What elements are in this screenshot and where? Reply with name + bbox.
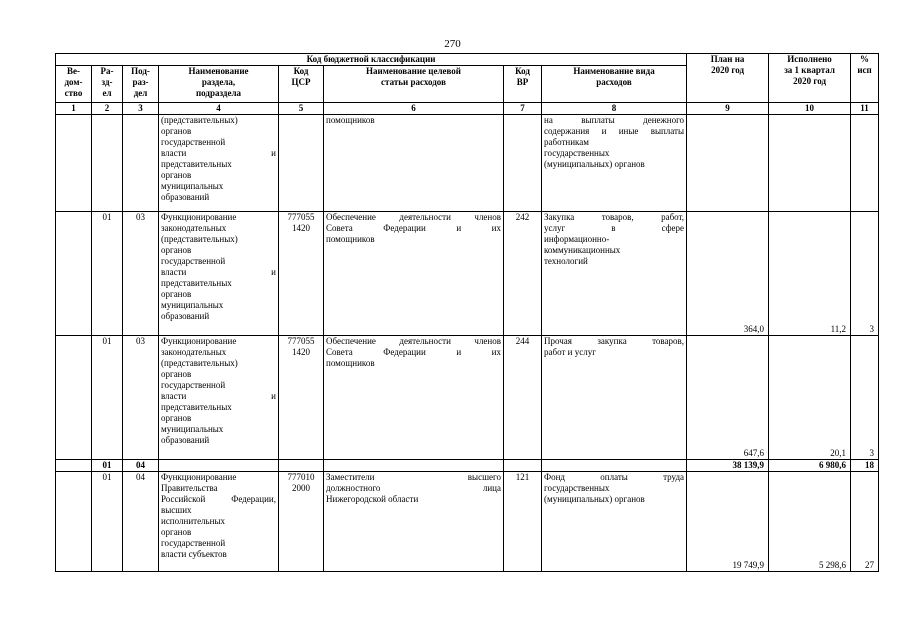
column-header-vedomstvo: [56, 66, 92, 103]
text-line: муниципальных: [161, 424, 224, 434]
page-number: 270: [444, 38, 461, 50]
plan-cell: 38 139,9: [687, 460, 769, 472]
csr-cell: [279, 336, 324, 460]
text-line: ВР: [516, 77, 529, 87]
subtotal-row: [56, 460, 879, 472]
text-line: власти и: [161, 391, 276, 401]
pct-cell: [851, 115, 879, 212]
text-line: помощников: [326, 234, 375, 244]
razdel-cell: [92, 115, 123, 212]
text-line: технологий: [544, 256, 588, 266]
text-line: ство: [64, 88, 83, 98]
text-line: Закупка товаров, работ,: [544, 212, 685, 222]
text-line: государственной: [161, 137, 226, 147]
done-cell: 11,2: [769, 212, 851, 336]
vr-name-cell: [542, 460, 687, 472]
text-line: должностного лица: [326, 483, 501, 493]
razdel-cell: 01: [92, 212, 123, 336]
text-line: ел: [102, 88, 112, 98]
vr-cell: [504, 115, 542, 212]
section-name-cell: [159, 336, 279, 460]
column-header-pct: [851, 54, 879, 103]
text-line: Код: [293, 66, 309, 76]
column-number: 9: [687, 103, 769, 115]
text-line: Наименование целевой: [366, 66, 461, 76]
table-row: [56, 212, 879, 336]
text-line: власти и: [161, 267, 276, 277]
text-line: Ра-: [100, 66, 114, 76]
column-number: 10: [769, 103, 851, 115]
text-line: Наименование вида: [573, 66, 655, 76]
text-line: 777010: [287, 472, 315, 482]
text-line: Исполнено: [787, 54, 832, 64]
text-line: ЦСР: [291, 77, 311, 87]
text-line: Нижегородской области: [326, 494, 419, 504]
text-line: представительных: [161, 278, 232, 288]
text-line: коммуникационных: [544, 245, 621, 255]
header-group-row: [56, 54, 879, 66]
text-line: зд-: [101, 77, 113, 87]
text-line: Код: [515, 66, 530, 76]
text-line: работ и услуг: [544, 347, 596, 357]
podrazdel-cell: [123, 115, 159, 212]
text-line: дел: [133, 88, 148, 98]
vedomstvo-cell: [56, 472, 92, 572]
table-row: [56, 472, 879, 572]
done-cell: 6 980,6: [769, 460, 851, 472]
pct-cell: 27: [851, 472, 879, 572]
podrazdel-cell: 04: [123, 460, 159, 472]
text-line: государственной: [161, 538, 226, 548]
text-line: государственной: [161, 256, 226, 266]
target-name-cell: помощников: [324, 115, 504, 212]
done-cell: [769, 115, 851, 212]
column-header-csr: [279, 66, 324, 103]
column-header-plan: [687, 54, 769, 103]
text-line: (муниципальных) органов: [544, 159, 645, 169]
text-line: %: [860, 54, 870, 64]
plan-cell: 647,6: [687, 336, 769, 460]
text-line: Фонд оплаты труда: [544, 472, 685, 482]
text-line: государственной: [161, 380, 226, 390]
column-number: 6: [324, 103, 504, 115]
text-line: 777055: [287, 336, 315, 346]
target-name-cell: [324, 212, 504, 336]
text-line: органов: [161, 289, 192, 299]
section-name-cell: [159, 472, 279, 572]
target-name-cell: [324, 460, 504, 472]
vr-cell: 242: [504, 212, 542, 336]
text-line: за 1 квартал: [784, 65, 835, 75]
text-line: исполнительных: [161, 516, 226, 526]
podrazdel-cell: 03: [123, 212, 159, 336]
vr-cell: 244: [504, 336, 542, 460]
column-number: 3: [123, 103, 159, 115]
text-line: власти и: [161, 148, 276, 158]
pct-cell: 3: [851, 212, 879, 336]
column-number-row: [56, 103, 879, 115]
target-name-cell: [324, 472, 504, 572]
text-line: Заместители высшего: [326, 472, 501, 482]
text-line: Под-: [131, 66, 150, 76]
budget-table: [55, 53, 879, 572]
pct-cell: 3: [851, 336, 879, 460]
vedomstvo-cell: [56, 212, 92, 336]
csr-cell: [279, 212, 324, 336]
text-line: Обеспечение деятельности членов: [326, 212, 501, 222]
text-line: власти субъектов: [161, 549, 227, 559]
razdel-cell: 01: [92, 460, 123, 472]
text-line: 2020 год: [711, 65, 744, 75]
text-line: (представительных): [161, 115, 238, 125]
text-line: Обеспечение деятельности членов: [326, 336, 501, 346]
vr-name-cell: [542, 472, 687, 572]
text-line: Совета Федерации и их: [326, 223, 501, 233]
text-line: законодательных: [161, 223, 227, 233]
text-line: раз-: [132, 77, 149, 87]
classification-group-header: Код бюджетной классификации: [56, 54, 687, 66]
text-line: Правительства: [161, 483, 218, 493]
csr-cell: [279, 115, 324, 212]
text-line: помощников: [326, 358, 375, 368]
text-line: расходов: [596, 77, 632, 87]
done-cell: 20,1: [769, 336, 851, 460]
vedomstvo-cell: [56, 460, 92, 472]
column-header-vr: [504, 66, 542, 103]
section-name-cell: [159, 460, 279, 472]
pct-cell: 18: [851, 460, 879, 472]
column-number: 1: [56, 103, 92, 115]
plan-cell: 19 749,9: [687, 472, 769, 572]
text-line: государственных: [544, 483, 610, 493]
text-line: (представительных): [161, 234, 238, 244]
text-line: содержания и иные выплаты: [544, 126, 685, 136]
text-line: 2000: [292, 483, 310, 493]
column-header-podrazdel: [123, 66, 159, 103]
text-line: Функционирование: [161, 336, 237, 346]
text-line: 1420: [292, 223, 310, 233]
vr-name-cell: [542, 212, 687, 336]
text-line: 777055: [287, 212, 315, 222]
column-header-done: [769, 54, 851, 103]
text-line: раздела,: [201, 77, 236, 87]
text-line: План на: [710, 54, 745, 64]
text-line: (муниципальных) органов: [544, 494, 645, 504]
text-line: органов: [161, 245, 192, 255]
column-number: 2: [92, 103, 123, 115]
table-row: [56, 115, 879, 212]
text-line: муниципальных: [161, 181, 224, 191]
column-header-section-name: [159, 66, 279, 103]
text-line: высших: [161, 505, 192, 515]
text-line: Функционирование: [161, 212, 237, 222]
plan-cell: [687, 115, 769, 212]
plan-cell: 364,0: [687, 212, 769, 336]
text-line: работникам: [544, 137, 589, 147]
text-line: (представительных): [161, 358, 238, 368]
section-name-cell: [159, 212, 279, 336]
column-number: 5: [279, 103, 324, 115]
text-line: представительных: [161, 402, 232, 412]
text-line: органов: [161, 369, 192, 379]
text-line: услуг в сфере: [544, 223, 685, 233]
column-header-target-name: [324, 66, 504, 103]
text-line: органов: [161, 527, 192, 537]
text-line: муниципальных: [161, 300, 224, 310]
text-line: законодательных: [161, 347, 227, 357]
text-line: представительных: [161, 159, 232, 169]
csr-cell: [279, 460, 324, 472]
razdel-cell: 01: [92, 336, 123, 460]
text-line: статьи расходов: [381, 77, 446, 87]
text-line: Совета Федерации и их: [326, 347, 501, 357]
vr-name-cell: [542, 115, 687, 212]
section-name-cell: [159, 115, 279, 212]
text-line: дом-: [64, 77, 83, 87]
text-line: органов: [161, 413, 192, 423]
column-number: 7: [504, 103, 542, 115]
column-number: 4: [159, 103, 279, 115]
text-line: образований: [161, 311, 210, 321]
text-line: на выплаты денежного: [544, 115, 685, 125]
razdel-cell: 01: [92, 472, 123, 572]
vedomstvo-cell: [56, 336, 92, 460]
text-line: Прочая закупка товаров,: [544, 336, 685, 346]
text-line: Ве-: [67, 66, 80, 76]
text-line: Российской Федерации,: [161, 494, 276, 504]
column-header-razdel: [92, 66, 123, 103]
text-line: исп: [857, 65, 872, 75]
csr-cell: [279, 472, 324, 572]
text-line: образований: [161, 435, 210, 445]
vr-cell: [504, 460, 542, 472]
podrazdel-cell: 03: [123, 336, 159, 460]
text-line: 1420: [292, 347, 310, 357]
text-line: органов: [161, 126, 192, 136]
text-line: Наименование: [188, 66, 249, 76]
target-name-cell: [324, 336, 504, 460]
done-cell: 5 298,6: [769, 472, 851, 572]
vr-cell: 121: [504, 472, 542, 572]
column-header-vr-name: [542, 66, 687, 103]
text-line: органов: [161, 170, 192, 180]
text-line: 2020 год: [793, 76, 826, 86]
text-line: информационно-: [544, 234, 610, 244]
table-row: [56, 336, 879, 460]
column-number: 8: [542, 103, 687, 115]
text-line: государственных: [544, 148, 610, 158]
vr-name-cell: [542, 336, 687, 460]
vedomstvo-cell: [56, 115, 92, 212]
text-line: Функционирование: [161, 472, 237, 482]
text-line: образований: [161, 192, 210, 202]
podrazdel-cell: 04: [123, 472, 159, 572]
column-number: 11: [851, 103, 879, 115]
text-line: подраздела: [195, 88, 242, 98]
